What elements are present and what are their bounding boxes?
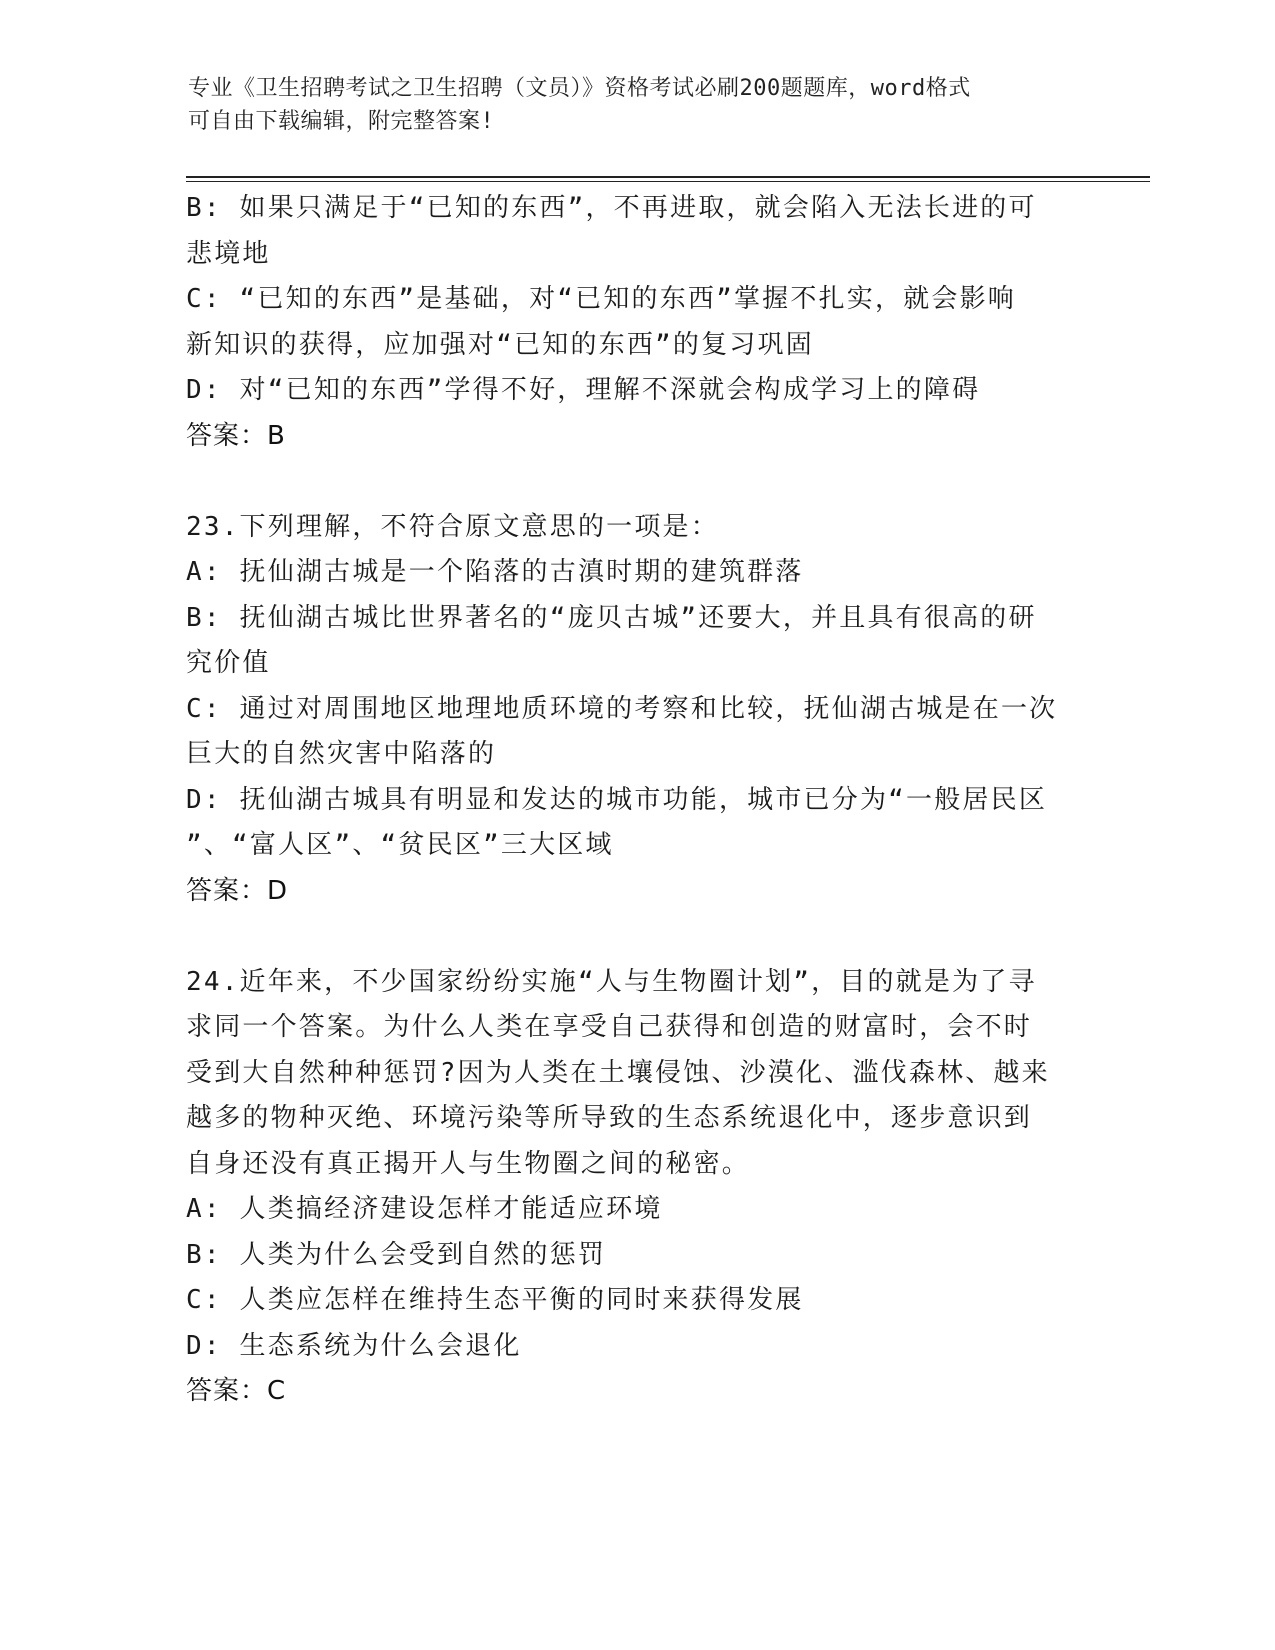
q23-option-b-line-1: B: 抚仙湖古城比世界著名的“庞贝古城”还要大，并且具有很高的研: [186, 602, 1037, 633]
q23-option-d-line-2: ”、“富人区”、“贫民区”三大区域: [186, 830, 614, 860]
question-23: [186, 505, 1086, 915]
question-24: [186, 960, 1086, 1415]
q23-stem-line-1: 23.下列理解，不符合原文意思的一项是：: [186, 511, 719, 542]
q23-option-c-line-2: 巨大的自然灾害中陷落的: [186, 739, 497, 769]
question-22-continued: [186, 186, 1086, 459]
q23-answer: 答案：D: [186, 875, 289, 906]
q24-stem-line-4: 越多的物种灭绝、环境污染等所导致的生态系统退化中，逐步意识到: [186, 1103, 1033, 1133]
q22-option-d-line-1: D: 对“已知的东西”学得不好，理解不深就会构成学习上的障碍: [186, 375, 981, 405]
header-title-line-2: 可自由下载编辑，附完整答案!: [188, 109, 495, 134]
q24-option-a-line-1: A: 人类搞经济建设怎样才能适应环境: [186, 1194, 663, 1224]
q23-option-b-line-2: 究价值: [186, 648, 271, 678]
q23-option-c-line-1: C: 通过对周围地区地理地质环境的考察和比较，抚仙湖古城是在一次: [186, 693, 1058, 724]
q24-stem-line-3: 受到大自然种种惩罚?因为人类在土壤侵蚀、沙漠化、滥伐森林、越来: [186, 1057, 1050, 1088]
q22-option-c-line-1: C: “已知的东西”是基础，对“已知的东西”掌握不扎实，就会影响: [186, 284, 1016, 314]
spacer: [186, 914, 1086, 960]
q22-option-c-line-2: 新知识的获得，应加强对“已知的东西”的复习巩固: [186, 329, 814, 360]
q24-option-d-line-1: D: 生态系统为什么会退化: [186, 1330, 522, 1361]
q24-option-b-line-1: B: 人类为什么会受到自然的惩罚: [186, 1239, 607, 1270]
q24-stem-line-2: 求同一个答案。为什么人类在享受自己获得和创造的财富时，会不时: [186, 1012, 1033, 1042]
q24-stem-line-5: 自身还没有真正揭开人与生物圈之间的秘密。: [186, 1148, 751, 1179]
q22-option-b-line-2: 悲境地: [186, 238, 271, 269]
document-body: [186, 186, 1086, 1415]
spacer: [186, 459, 1086, 505]
q22-answer: 答案：B: [186, 420, 286, 451]
q24-stem-line-1: 24.近年来，不少国家纷纷实施“人与生物圈计划”，目的就是为了寻: [186, 966, 1037, 997]
page-header: [188, 72, 1068, 138]
q24-answer: 答案：C: [186, 1376, 287, 1406]
q24-option-c-line-1: C: 人类应怎样在维持生态平衡的同时来获得发展: [186, 1285, 804, 1315]
q23-option-a-line-1: A: 抚仙湖古城是一个陷落的古滇时期的建筑群落: [186, 557, 804, 587]
header-divider: [186, 176, 1150, 182]
header-title-line-1: 专业《卫生招聘考试之卫生招聘（文员）》资格考试必刷200题题库，word格式: [188, 76, 971, 101]
q22-option-b-line-1: B: 如果只满足于“已知的东西”，不再进取，就会陷入无法长进的可: [186, 193, 1037, 223]
q23-option-d-line-1: D: 抚仙湖古城具有明显和发达的城市功能，城市已分为“一般居民区: [186, 784, 1048, 815]
